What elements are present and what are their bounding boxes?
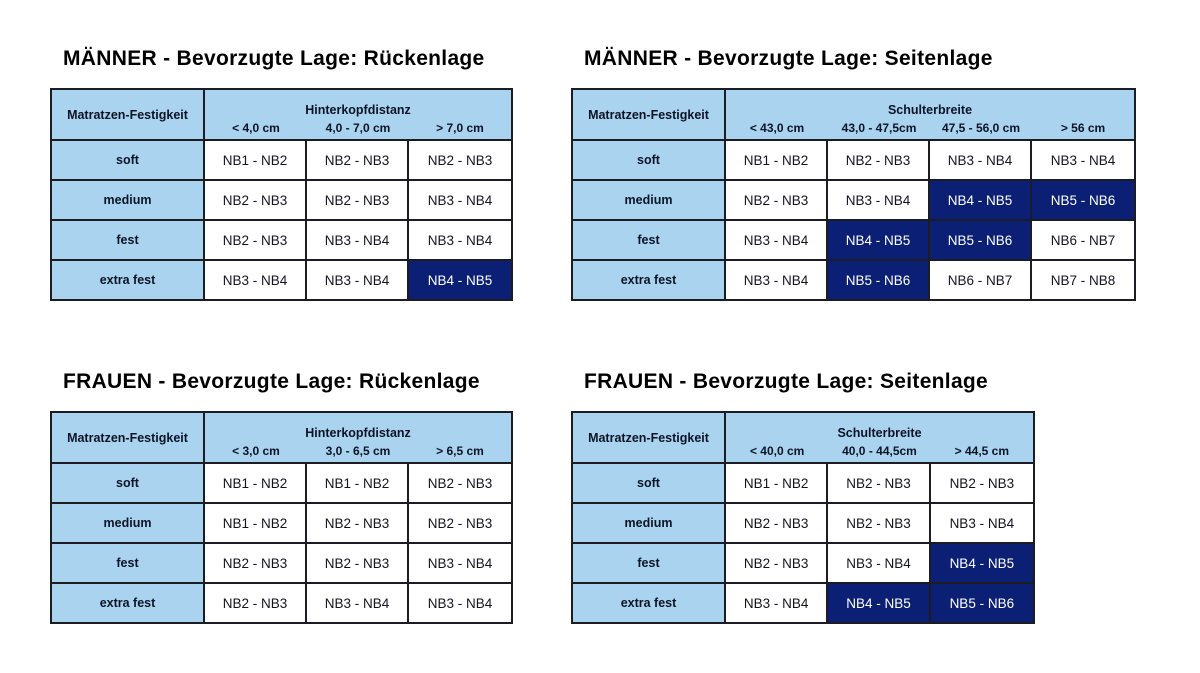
- recommendation-cell: NB2 - NB3: [828, 504, 930, 542]
- recommendation-cell: NB2 - NB3: [409, 504, 511, 542]
- recommendation-cell: NB1 - NB2: [205, 141, 307, 179]
- corner-header: Matratzen-Festigkeit: [573, 90, 726, 139]
- table-row: [52, 464, 511, 502]
- recommendation-cell: NB6 - NB7: [1032, 221, 1134, 259]
- row-label-firmness: extra fest: [573, 261, 726, 299]
- recommendation-cell: NB3 - NB4: [726, 584, 828, 622]
- recommendation-cell: NB3 - NB4: [307, 261, 409, 299]
- table-row: [573, 179, 1134, 219]
- recommendation-cell: NB3 - NB4: [931, 504, 1033, 542]
- recommendation-cell: NB2 - NB3: [726, 544, 828, 582]
- recommendation-cell: NB3 - NB4: [409, 544, 511, 582]
- measure-header: [726, 413, 1033, 462]
- table-header-band: [573, 90, 1134, 141]
- column-range-header: < 4,0 cm: [232, 121, 280, 136]
- mattress-table: [50, 411, 513, 624]
- column-range-header: 40,0 - 44,5cm: [842, 444, 917, 459]
- table-title: FRAUEN - Bevorzugte Lage: Seitenlage: [584, 370, 989, 393]
- table-row: [573, 502, 1033, 542]
- recommendation-cell: NB3 - NB4: [1032, 141, 1134, 179]
- table-row: [573, 464, 1033, 502]
- group-header: Schulterbreite: [887, 102, 973, 117]
- recommendation-cell-highlighted: NB4 - NB5: [930, 181, 1032, 219]
- recommendation-cell: NB2 - NB3: [409, 141, 511, 179]
- table-row: [52, 542, 511, 582]
- corner-header: Matratzen-Festigkeit: [573, 413, 726, 462]
- table-section-maenner-seitenlage: [571, 46, 1136, 301]
- table-row: [52, 141, 511, 179]
- row-label-firmness: fest: [573, 544, 726, 582]
- recommendation-cell: NB3 - NB4: [828, 181, 930, 219]
- column-range-header: 4,0 - 7,0 cm: [325, 121, 391, 136]
- recommendation-cell: NB3 - NB4: [930, 141, 1032, 179]
- recommendation-cell: NB2 - NB3: [307, 504, 409, 542]
- table-body: [573, 464, 1033, 622]
- column-range-header: > 44,5 cm: [954, 444, 1010, 459]
- recommendation-cell-highlighted: NB4 - NB5: [931, 544, 1033, 582]
- range-headers: [205, 118, 511, 139]
- table-section-frauen-rueckenlage: [50, 369, 513, 624]
- recommendation-cell: NB3 - NB4: [307, 221, 409, 259]
- recommendation-cell: NB2 - NB3: [205, 544, 307, 582]
- recommendation-cell: NB1 - NB2: [205, 464, 307, 502]
- recommendation-cell: NB1 - NB2: [307, 464, 409, 502]
- recommendation-cell: NB6 - NB7: [930, 261, 1032, 299]
- recommendation-cell-highlighted: NB5 - NB6: [1032, 181, 1134, 219]
- column-range-header: < 3,0 cm: [232, 444, 280, 459]
- recommendation-cell: NB1 - NB2: [726, 141, 828, 179]
- recommendation-cell: NB2 - NB3: [409, 464, 511, 502]
- row-label-firmness: extra fest: [573, 584, 726, 622]
- row-label-firmness: extra fest: [52, 261, 205, 299]
- table-body: [573, 141, 1134, 299]
- row-label-firmness: medium: [573, 181, 726, 219]
- row-label-firmness: medium: [52, 504, 205, 542]
- column-range-header: > 56 cm: [1060, 121, 1106, 136]
- recommendation-cell: NB2 - NB3: [828, 464, 930, 502]
- table-row: [52, 582, 511, 622]
- table-body: [52, 141, 511, 299]
- column-range-header: < 40,0 cm: [749, 444, 805, 459]
- measure-header: [205, 413, 511, 462]
- recommendation-cell-highlighted: NB4 - NB5: [828, 584, 930, 622]
- table-row: [52, 502, 511, 542]
- table-row: [52, 259, 511, 299]
- recommendation-cell: NB3 - NB4: [409, 181, 511, 219]
- recommendation-cell: NB3 - NB4: [205, 261, 307, 299]
- table-row: [573, 259, 1134, 299]
- column-range-header: > 7,0 cm: [436, 121, 484, 136]
- table-row: [573, 542, 1033, 582]
- row-label-firmness: medium: [52, 181, 205, 219]
- recommendation-cell: NB2 - NB3: [307, 544, 409, 582]
- recommendation-cell: NB2 - NB3: [828, 141, 930, 179]
- recommendation-cell: NB7 - NB8: [1032, 261, 1134, 299]
- range-headers: [726, 441, 1033, 462]
- row-label-firmness: soft: [52, 141, 205, 179]
- group-header: Hinterkopfdistanz: [305, 102, 411, 117]
- table-header-band: [52, 90, 511, 141]
- column-range-header: < 43,0 cm: [749, 121, 805, 136]
- column-range-header: 43,0 - 47,5cm: [841, 121, 917, 136]
- column-range-header: 3,0 - 6,5 cm: [325, 444, 391, 459]
- recommendation-cell: NB2 - NB3: [205, 221, 307, 259]
- corner-header: Matratzen-Festigkeit: [52, 90, 205, 139]
- row-label-firmness: soft: [573, 141, 726, 179]
- table-row: [573, 141, 1134, 179]
- recommendation-cell: NB2 - NB3: [726, 181, 828, 219]
- measure-header: [726, 90, 1134, 139]
- row-label-firmness: soft: [52, 464, 205, 502]
- recommendation-cell: NB1 - NB2: [726, 464, 828, 502]
- recommendation-cell: NB3 - NB4: [828, 544, 930, 582]
- recommendation-cell: NB3 - NB4: [726, 261, 828, 299]
- recommendation-cell-highlighted: NB5 - NB6: [828, 261, 930, 299]
- table-row: [573, 219, 1134, 259]
- recommendation-cell: NB2 - NB3: [307, 141, 409, 179]
- row-label-firmness: fest: [52, 221, 205, 259]
- table-header-band: [573, 413, 1033, 464]
- row-label-firmness: fest: [52, 544, 205, 582]
- mattress-table: [50, 88, 513, 301]
- recommendation-cell-highlighted: NB4 - NB5: [409, 261, 511, 299]
- measure-header: [205, 90, 511, 139]
- row-label-firmness: fest: [573, 221, 726, 259]
- group-header: Hinterkopfdistanz: [305, 425, 411, 440]
- mattress-table: [571, 88, 1136, 301]
- recommendation-cell: NB3 - NB4: [307, 584, 409, 622]
- recommendation-cell: NB2 - NB3: [726, 504, 828, 542]
- recommendation-cell: NB3 - NB4: [409, 221, 511, 259]
- row-label-firmness: medium: [573, 504, 726, 542]
- table-section-frauen-seitenlage: [571, 369, 1035, 624]
- recommendation-cell: NB1 - NB2: [205, 504, 307, 542]
- table-section-maenner-rueckenlage: [50, 46, 513, 301]
- range-headers: [205, 441, 511, 462]
- table-row: [52, 179, 511, 219]
- table-header-band: [52, 413, 511, 464]
- table-row: [52, 219, 511, 259]
- recommendation-cell: NB2 - NB3: [307, 181, 409, 219]
- row-label-firmness: soft: [573, 464, 726, 502]
- recommendation-cell: NB3 - NB4: [409, 584, 511, 622]
- mattress-table: [571, 411, 1035, 624]
- group-header: Schulterbreite: [837, 425, 922, 440]
- recommendation-cell: NB2 - NB3: [205, 584, 307, 622]
- recommendation-cell-highlighted: NB5 - NB6: [930, 221, 1032, 259]
- range-headers: [726, 118, 1134, 139]
- recommendation-cell-highlighted: NB4 - NB5: [828, 221, 930, 259]
- row-label-firmness: extra fest: [52, 584, 205, 622]
- recommendation-cell: NB2 - NB3: [931, 464, 1033, 502]
- recommendation-cell: NB2 - NB3: [205, 181, 307, 219]
- table-row: [573, 582, 1033, 622]
- table-title: MÄNNER - Bevorzugte Lage: Seitenlage: [584, 47, 993, 70]
- table-title: FRAUEN - Bevorzugte Lage: Rückenlage: [63, 370, 480, 393]
- table-body: [52, 464, 511, 622]
- table-title: MÄNNER - Bevorzugte Lage: Rückenlage: [63, 47, 485, 70]
- recommendation-cell-highlighted: NB5 - NB6: [931, 584, 1033, 622]
- column-range-header: > 6,5 cm: [436, 444, 484, 459]
- corner-header: Matratzen-Festigkeit: [52, 413, 205, 462]
- column-range-header: 47,5 - 56,0 cm: [941, 121, 1021, 136]
- recommendation-cell: NB3 - NB4: [726, 221, 828, 259]
